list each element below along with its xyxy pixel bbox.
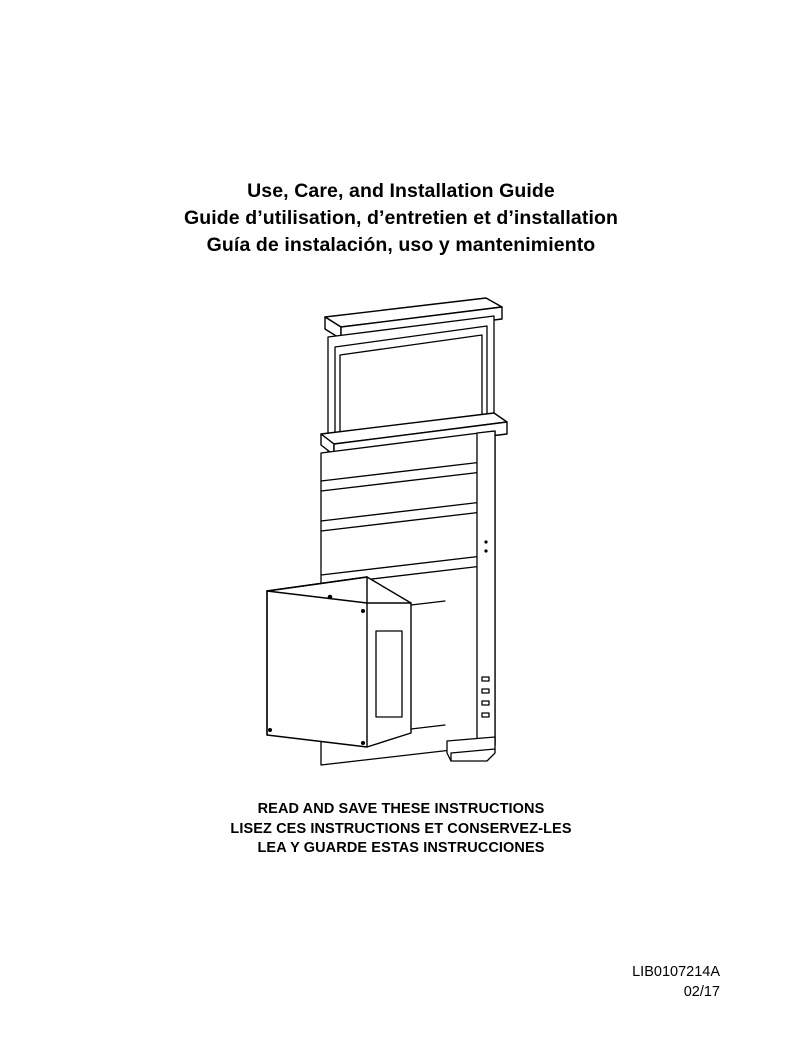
- footer-date-code: 02/17: [683, 984, 720, 1000]
- vent-bottom-foot: [447, 737, 495, 761]
- document-footer: [0, 962, 802, 1002]
- page-title-french: Guide d’utilisation, d’entretien et d’installation: [183, 207, 619, 229]
- instructions-spanish: LEA Y GUARDE ESTAS INSTRUCCIONES: [257, 840, 545, 856]
- duct-outlet-panel: [376, 631, 402, 717]
- document-title-block: [0, 178, 802, 259]
- vent-right-face: [477, 431, 495, 747]
- page-title-spanish: Guía de instalación, uso y mantenimiento: [206, 234, 596, 256]
- page-title-english: Use, Care, and Installation Guide: [247, 180, 555, 202]
- instructions-french: LISEZ CES INSTRUCTIONS ET CONSERVEZ-LES: [230, 820, 572, 837]
- instructions-english: READ AND SAVE THESE INSTRUCTIONS: [257, 801, 545, 817]
- footer-part-number: LIB0107214A: [632, 964, 720, 980]
- save-instructions-block: [0, 800, 802, 859]
- downdraft-vent-illustration: [255, 285, 555, 775]
